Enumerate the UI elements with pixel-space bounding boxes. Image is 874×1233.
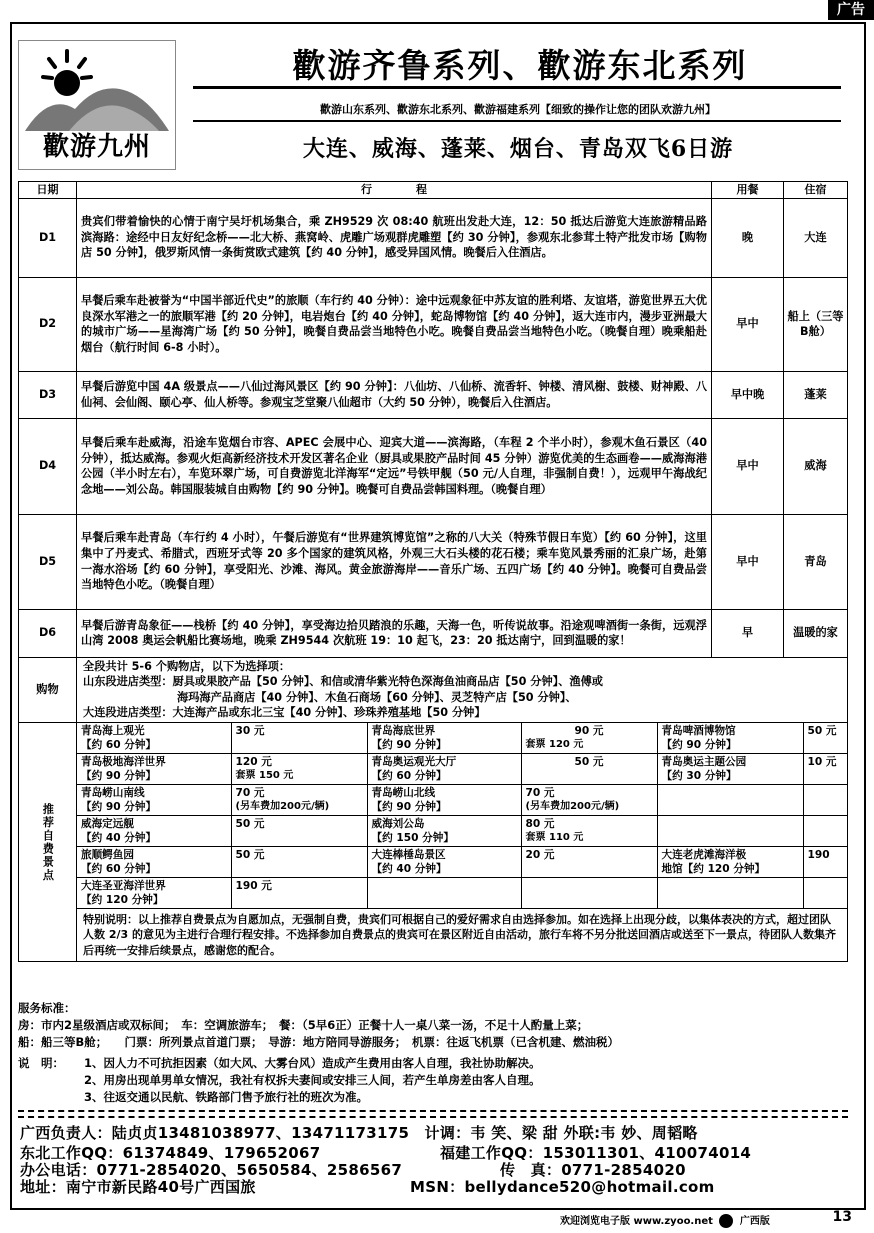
header-day: 日期 <box>19 182 77 199</box>
selfpay-note: 特别说明：以上推荐自费景点为自愿加点，无强制自费，贵宾们可根据自己的爱好需求自由选择参加。如在选择上出现分歧，以集体表决的方式，超过团队人数 2/3 的意见为主进行合理行程安排。不选择参加自费景点的贵宾可在景区附近自由活动，旅行车将不另分批送回酒店或送至下一景点，待团队人数集齐后再统一安排后续景点，感谢您的配合。 <box>77 908 847 962</box>
selfpay-attraction <box>367 815 521 846</box>
price-value: 50 元 <box>235 848 265 861</box>
service-line: 房：市内2星级酒店或双标间； 车：空调旅游车； 餐：（5早6正）正餐十人一桌八菜一汤，不足十人酌量上菜； <box>18 1018 589 1032</box>
selfpay-attraction <box>367 846 521 877</box>
selfpay-attraction <box>367 877 521 908</box>
page-title: 歡游齐鲁系列、歡游东北系列 <box>292 46 748 85</box>
attraction-duration: 【约 40 分钟】 <box>371 862 447 875</box>
footer-text <box>560 1212 860 1228</box>
attraction-duration: 【约 60 分钟】 <box>81 738 157 751</box>
price-value: 70 元 <box>235 786 265 799</box>
table-row <box>19 371 848 418</box>
selfpay-attraction <box>657 723 803 754</box>
footer-badge-icon <box>719 1214 733 1228</box>
table-row <box>19 198 848 277</box>
day-description: 早餐后游青岛象征——栈桥【约 40 分钟】，享受海边拾贝踏浪的乐趣，天海一色，听传说故事。沿途观啤酒街一条街，远观浮山湾 2008 奥运会帆船比赛场地，晚乘 ZH9544 次航班 19：10 起飞，23：20 抵达南宁，回到温暖的家！ <box>77 609 712 657</box>
header-stay: 住宿 <box>784 182 848 199</box>
footer-edition: 广西版 <box>739 1216 770 1227</box>
day-label: D1 <box>19 198 77 277</box>
selfpay-row-item <box>77 846 848 877</box>
day-stay: 船上（三等B舱） <box>784 277 848 371</box>
dashed-divider <box>18 1116 848 1118</box>
remark-item: 1、因人力不可抗拒因素（如大风、大雾台风）造成产生费用由客人自理，我社协助解决。 <box>84 1056 541 1070</box>
selfpay-table <box>77 723 848 908</box>
subtitle: 歡游山东系列、歡游东北系列、歡游福建系列【细致的操作让您的团队欢游九州】 <box>320 103 716 116</box>
selfpay-attraction <box>77 784 231 815</box>
contact-fujian-qq: 福建工作QQ：153011301、410074014 <box>440 1144 752 1162</box>
day-meal: 早中 <box>712 277 784 371</box>
attraction-name: 大连棒棰岛景区 <box>371 848 446 861</box>
attraction-name: 青岛崂山北线 <box>371 786 436 799</box>
day-meal: 早中 <box>712 418 784 514</box>
price-extra: 套票 120 元 <box>525 738 584 750</box>
attraction-name: 青岛奥运主题公园 <box>661 755 747 768</box>
selfpay-price <box>231 723 367 754</box>
selfpay-row-item <box>77 723 848 754</box>
selfpay-price <box>803 815 848 846</box>
selfpay-attraction <box>367 784 521 815</box>
selfpay-attraction <box>77 815 231 846</box>
attraction-duration: 【约 120 分钟】 <box>81 893 164 906</box>
shopping-line: 海玛海产品商店【40 分钟】、木鱼石商场【60 分钟】、灵芝特产店【50 分钟】、 <box>177 690 577 704</box>
selfpay-attraction <box>77 877 231 908</box>
price-extra: 套票 110 元 <box>525 831 584 843</box>
attraction-name: 青岛海上观光 <box>81 724 145 737</box>
day-label: D5 <box>19 514 77 609</box>
attraction-name: 青岛崂山南线 <box>81 786 145 799</box>
selfpay-attraction <box>77 723 231 754</box>
selfpay-attraction <box>657 846 803 877</box>
table-row <box>19 609 848 657</box>
selfpay-price <box>231 877 367 908</box>
title-rule <box>193 86 841 89</box>
day-stay: 青岛 <box>784 514 848 609</box>
shopping-line: 山东段进店类型：厨具或果胶产品【50 分钟】、和信或清华紫光特色深海鱼油商品店【50 分钟】、渔傅或 <box>83 675 603 689</box>
remark-item: 2、用房出现单男单女情况，我社有权拆夫妻间或安排三人间，若产生单房差由客人自理。 <box>84 1073 541 1087</box>
attraction-name: 青岛奥运观光大厅 <box>371 755 457 768</box>
attraction-duration: 【约 150 分钟】 <box>371 831 454 844</box>
selfpay-price <box>803 753 848 784</box>
day-meal: 早 <box>712 609 784 657</box>
service-line: 船：船三等B舱； 门票：所列景点首道门票； 导游：地方陪同导游服务； 机票：往返飞机票（已含机建、燃油税） <box>18 1035 620 1049</box>
logo <box>18 40 176 170</box>
remarks-label: 说 明： <box>18 1056 64 1070</box>
day-label: D6 <box>19 609 77 657</box>
selfpay-row <box>19 722 848 962</box>
attraction-name: 旅顺鳄鱼园 <box>81 848 134 861</box>
attraction-duration: 【约 90 分钟】 <box>81 769 157 782</box>
price-value: 50 元 <box>807 724 837 737</box>
table-row <box>19 277 848 371</box>
attraction-name: 青岛海底世界 <box>371 724 436 737</box>
day-stay: 温暖的家 <box>784 609 848 657</box>
selfpay-row-item <box>77 753 848 784</box>
footer-site: 欢迎浏览电子版 www.zyoo.net <box>560 1216 713 1227</box>
price-value: 50 元 <box>235 817 265 830</box>
attraction-name: 青岛啤酒博物馆 <box>661 724 736 737</box>
selfpay-attraction <box>77 753 231 784</box>
day-description: 早餐后乘车赴青岛（车行约 4 小时），午餐后游览有“世界建筑博览馆”之称的八大关（特殊节假日车览）【约 60 分钟】，这里集中了丹麦式、希腊式，西班牙式等 20 多个国家的建筑风格，外观三大石头楼的花石楼；乘车览风景秀丽的汇泉广场，赴第一海水浴场【约 60 分钟】，享受阳光、沙滩、海风。黄金旅游海岸——音乐广场、五四广场【约 40 分钟】。晚餐可自费品尝当地特色小吃。（晚餐自理） <box>77 514 712 609</box>
contact-manager: 广西负责人：陆贞贞13481038977、13471173175 计调：韦 笑、梁 甜 外联:韦 妙、周韬略 <box>20 1124 698 1142</box>
selfpay-row-item <box>77 784 848 815</box>
attraction-name: 威海定远舰 <box>81 817 134 830</box>
shopping-info <box>77 657 848 722</box>
price-extra: (另车费加200元/辆) <box>235 800 330 812</box>
attraction-duration: 地馆【约 120 分钟】 <box>661 862 766 875</box>
day-meal: 早中晚 <box>712 371 784 418</box>
price-extra: 套票 150 元 <box>235 769 294 781</box>
route-title: 大连、威海、蓬莱、烟台、青岛双飞6日游 <box>302 136 734 162</box>
attraction-name: 威海刘公岛 <box>371 817 425 830</box>
day-stay: 蓬莱 <box>784 371 848 418</box>
price-value: 190 元 <box>235 879 272 892</box>
selfpay-row-item <box>77 877 848 908</box>
price-value: 10 元 <box>807 755 837 768</box>
attraction-duration: 【约 60 分钟】 <box>81 862 157 875</box>
selfpay-attraction <box>657 877 803 908</box>
selfpay-price <box>521 846 657 877</box>
selfpay-price <box>803 723 848 754</box>
selfpay-price <box>231 815 367 846</box>
selfpay-price <box>803 784 848 815</box>
selfpay-label: 推荐自费景点 <box>19 722 77 962</box>
dashed-divider <box>18 1110 848 1112</box>
table-row <box>19 514 848 609</box>
contact-address: 地址：南宁市新民路40号广西国旅 <box>20 1178 256 1196</box>
itinerary-table <box>18 181 848 962</box>
price-value: 70 元 <box>525 786 555 799</box>
price-value: 20 元 <box>525 848 555 861</box>
shopping-row <box>19 657 848 722</box>
day-label: D2 <box>19 277 77 371</box>
day-description: 早餐后乘车赴威海，沿途车览烟台市容、APEC 会展中心、迎宾大道——滨海路，（车程 2 个半小时），参观木鱼石景区（40 分钟），抵达威海。参观火炬高新经济技术开发区著名企业（厨具或果胶产品时间 45 分钟）游览优美的生态画卷——威海海港公园（半小时左右），车览环翠广场，可自费游览北洋海军“定远”号铁甲舰（50 元/人自理，非强制自费！），远观甲午海战纪念地——刘公岛。韩国服装城自由购物【约 90 分钟】。晚餐可自费品尝韩国料理。（晚餐自理） <box>77 418 712 514</box>
selfpay-attraction <box>657 784 803 815</box>
price-value: 50 元 <box>574 755 604 768</box>
selfpay-price <box>803 877 848 908</box>
contact-office-phone: 办公电话：0771-2854020、5650584、2586567 <box>20 1161 403 1179</box>
subtitle-rule <box>193 120 841 122</box>
price-value: 80 元 <box>525 817 555 830</box>
day-description: 早餐后游览中国 4A 级景点——八仙过海风景区【约 90 分钟】：八仙坊、八仙桥、流香轩、钟楼、清风榭、鼓楼、财神殿、八仙祠、会仙阁、颐心亭、仙人桥等。参观宝芝堂聚八仙超市（大约 50 分钟），晚餐后入住酒店。 <box>77 371 712 418</box>
selfpay-attraction <box>77 846 231 877</box>
page-number: 13 <box>832 1209 852 1225</box>
attraction-duration: 【约 90 分钟】 <box>371 800 447 813</box>
selfpay-price <box>231 753 367 784</box>
header-itinerary: 行 程 <box>77 182 712 199</box>
day-label: D4 <box>19 418 77 514</box>
selfpay-price <box>231 846 367 877</box>
selfpay-attraction <box>657 753 803 784</box>
day-label: D3 <box>19 371 77 418</box>
day-meal: 早中 <box>712 514 784 609</box>
contact-fax: 传 真：0771-2854020 <box>500 1161 686 1179</box>
selfpay-price <box>521 784 657 815</box>
selfpay-attraction <box>657 815 803 846</box>
selfpay-price <box>521 877 657 908</box>
price-value: 120 元 <box>235 755 272 768</box>
day-description: 早餐后乘车赴被誉为“中国半部近代史”的旅顺（车行约 40 分钟）：途中远观象征中苏友谊的胜利塔、友谊塔，游览世界五大优良深水军港之一的旅顺军港【约 20 分钟】，电岩炮台【约 40 分钟】，蛇岛博物馆【约 40 分钟】，返大连市内，漫步亚洲最大的城市广场——星海湾广场【约 50 分钟】，晚餐自费品尝当地特色小吃。晚餐自费品尝当地特色小吃。（晚餐自理）晚乘船赴烟台（航行时间 6-8 小时）。 <box>77 277 712 371</box>
selfpay-price <box>521 815 657 846</box>
table-row <box>19 418 848 514</box>
selfpay-attraction <box>367 753 521 784</box>
selfpay-price <box>803 846 848 877</box>
attraction-duration: 【约 90 分钟】 <box>81 800 157 813</box>
contact-msn: MSN：bellydance520@hotmail.com <box>410 1178 715 1196</box>
selfpay-price <box>521 723 657 754</box>
selfpay-price <box>231 784 367 815</box>
day-description: 贵宾们带着愉快的心情于南宁吴圩机场集合，乘 ZH9529 次 08:40 航班出发赴大连，12：50 抵达后游览大连旅游精品路滨海路：途经中日友好纪念桥——北大桥、燕窝岭、虎雕广场观群虎雕塑【约 30 分钟】，参观东北参茸土特产批发市场【购物店 50 分钟】，俄罗斯风情一条街赏欧式建筑【约 40 分钟】，感受异国风情。晚餐后入住酒店。 <box>77 198 712 277</box>
selfpay-price <box>521 753 657 784</box>
price-value: 90 元 <box>574 724 604 737</box>
price-value: 30 元 <box>235 724 265 737</box>
service-title: 服务标准： <box>18 1001 76 1015</box>
price-extra: (另车费加200元/辆) <box>525 800 620 812</box>
attraction-duration: 【约 90 分钟】 <box>661 738 737 751</box>
header-meal: 用餐 <box>712 182 784 199</box>
attraction-name: 大连圣亚海洋世界 <box>81 879 166 892</box>
table-header-row <box>19 182 848 199</box>
day-stay: 威海 <box>784 418 848 514</box>
contact-northeast-qq: 东北工作QQ：61374849、179652067 <box>20 1144 321 1162</box>
selfpay-cell <box>77 722 848 962</box>
attraction-duration: 【约 60 分钟】 <box>371 769 447 782</box>
logo-text: 歡游九州 <box>42 132 151 162</box>
attraction-duration: 【约 40 分钟】 <box>81 831 157 844</box>
attraction-duration: 【约 90 分钟】 <box>371 738 447 751</box>
price-value: 190 <box>807 848 830 861</box>
selfpay-attraction <box>367 723 521 754</box>
attraction-name: 青岛极地海洋世界 <box>81 755 166 768</box>
shopping-label: 购物 <box>19 657 77 722</box>
attraction-name: 大连老虎滩海洋极 <box>661 848 747 861</box>
selfpay-row-item <box>77 815 848 846</box>
shopping-line: 全段共计 5-6 个购物店，以下为选择项： <box>83 659 291 673</box>
day-stay: 大连 <box>784 198 848 277</box>
day-meal: 晚 <box>712 198 784 277</box>
shopping-line: 大连段进店类型：大连海产品或东北三宝【40 分钟】、珍珠养殖基地【50 分钟】 <box>83 706 486 720</box>
sun-mountain-icon <box>19 43 175 139</box>
ad-tag: 广告 <box>828 0 874 20</box>
remark-item: 3、往返交通以民航、铁路部门售予旅行社的班次为准。 <box>84 1090 368 1104</box>
attraction-duration: 【约 30 分钟】 <box>661 769 737 782</box>
